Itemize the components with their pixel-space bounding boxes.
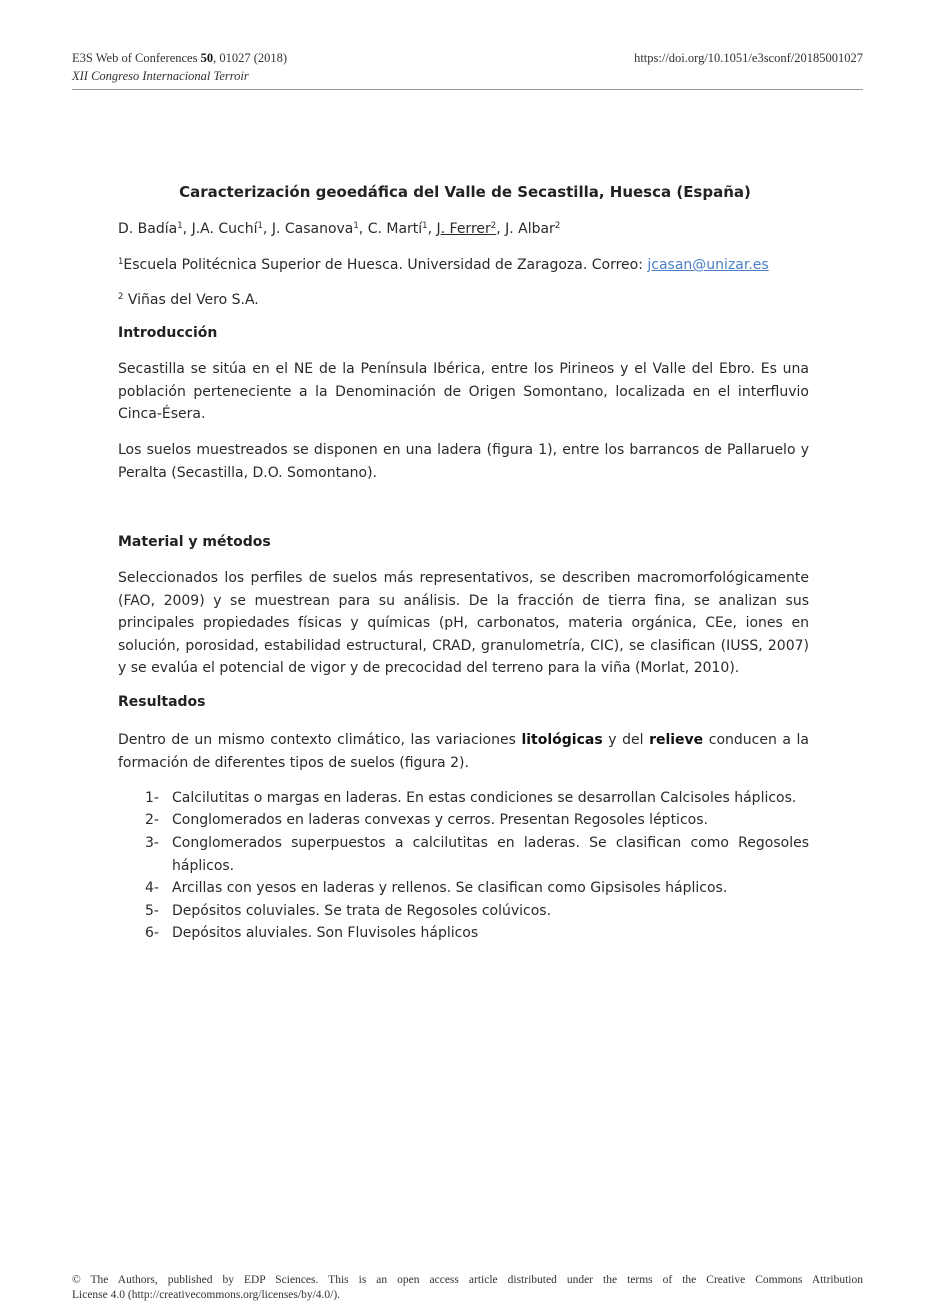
results-text: Dentro de un mismo contexto climático, las variaciones [118,732,522,748]
author-affiliation-mark: 1 [422,221,428,231]
list-text: Arcillas con yesos en laderas y rellenos. Se clasifican como Gipsisoles háplicos. [172,880,728,896]
author-name: C. Martí [367,221,423,237]
author-name: D. Badía [118,221,178,237]
list-number: 3- [145,835,159,851]
journal-volume: 50 [200,51,214,65]
doi-link[interactable]: https://doi.org/10.1051/e3sconf/20185001027 [634,51,863,65]
list-number: 5- [145,903,159,919]
author-name: J.A. Cuchí [191,221,258,237]
list-text: Conglomerados en laderas convexas y cerros. Presentan Regosoles lépticos. [172,812,708,828]
author-list: D. Badía$^1$, J.A. Cuchí$^1$, J. Casanova$^1$, C. Martí$^1$, J. Ferrer$^2$, J. Albar$^2$ [118,221,561,237]
author-name: J. Ferrer [436,221,491,237]
author-affiliation-mark: 1 [353,221,359,231]
list-number: 1- [145,790,159,806]
section-heading-results: Resultados [118,694,206,710]
author-name: J. Albar [505,221,555,237]
paper-title: Caracterización geoedáfica del Valle de Secastilla, Huesca (España) [179,183,751,201]
license-line-1: © The Authors, published by EDP Sciences. This is an open access article distributed under the terms of the Creative Commons Attribution [72,1274,863,1286]
emphasis-relief: relieve [649,732,704,748]
journal-suffix: , 01027 (2018) [213,51,288,65]
results-text: conducen a la formación de diferentes tipos de suelos (figura 2). [118,732,810,771]
author-affiliation-mark: 2 [490,221,497,231]
affiliation-2 [118,289,809,312]
affiliation-mark: 2 [118,292,124,302]
affiliation-text: Viñas del Vero S.A. [123,292,259,308]
list-number: 4- [145,880,159,896]
list-text: Depósitos aluviales. Son Fluvisoles háplicos [172,925,479,941]
journal-prefix: E3S Web of Conferences [72,51,201,65]
author-affiliation-mark: 2 [554,221,561,231]
methods-paragraph: Seleccionados los perfiles de suelos más representativos, se describen macromorfológicamente (FAO, 2009) y se muestrean para su análisis. De la fracción de tierra fina, se analizan sus principales propiedades físicas y químicas (pH, carbonatos, materia orgánica, CEe, iones en solución, porosidad, estabilidad estructural, CRAD, granulometría, CIC), se clasifican (IUSS, 2007) y se evalúa el potencial de vigor y de precocidad del terreno para la viña (Morlat, 2010). [118,570,809,676]
author-name-corresponding [437,221,497,237]
affiliation-mark: 1 [118,257,124,267]
list-text: Conglomerados superpuestos a calcilutitas en laderas. Se clasifican como Regosoles háplicos. [172,835,809,874]
author-name: J. Casanova [271,221,354,237]
intro-paragraph-1: Secastilla se sitúa en el NE de la Península Ibérica, entre los Pirineos y el Valle del Ebro. Es una población perteneciente a la Denominación de Origen Somontano, localizada en el interfluvio Cinca-Ésera. [118,361,809,422]
conference-name: XII Congreso Internacional Terroir [72,69,249,83]
results-paragraph [118,729,809,774]
author-affiliation-mark: 1 [177,221,183,231]
license-footer [72,1273,863,1303]
email-link[interactable]: jcasan@unizar.es [647,257,769,273]
affiliation-1 [118,254,809,277]
journal-citation [72,51,287,66]
license-line-2: License 4.0 (http://creativecommons.org/licenses/by/4.0/). [72,1289,341,1301]
running-header [72,51,863,90]
intro-paragraph-2: Los suelos muestreados se disponen en una ladera (figura 1), entre los barrancos de Pallaruelo y Peralta (Secastilla, D.O. Somontano). [118,442,809,481]
affiliation-text: Escuela Politécnica Superior de Huesca. Universidad de Zaragoza. Correo: [123,257,648,273]
author-affiliation-mark: 1 [257,221,263,231]
section-heading-methods: Material y métodos [118,534,271,550]
list-text: Depósitos coluviales. Se trata de Regosoles colúvicos. [172,903,552,919]
list-number: 2- [145,812,159,828]
section-heading-intro: Introducción [118,325,218,341]
list-text: Calcilutitas o margas en laderas. En estas condiciones se desarrollan Calcisoles háplicos. [172,790,797,806]
emphasis-lithology: litológicas [521,732,603,748]
list-number: 6- [145,925,159,941]
results-text: y del [602,732,650,748]
